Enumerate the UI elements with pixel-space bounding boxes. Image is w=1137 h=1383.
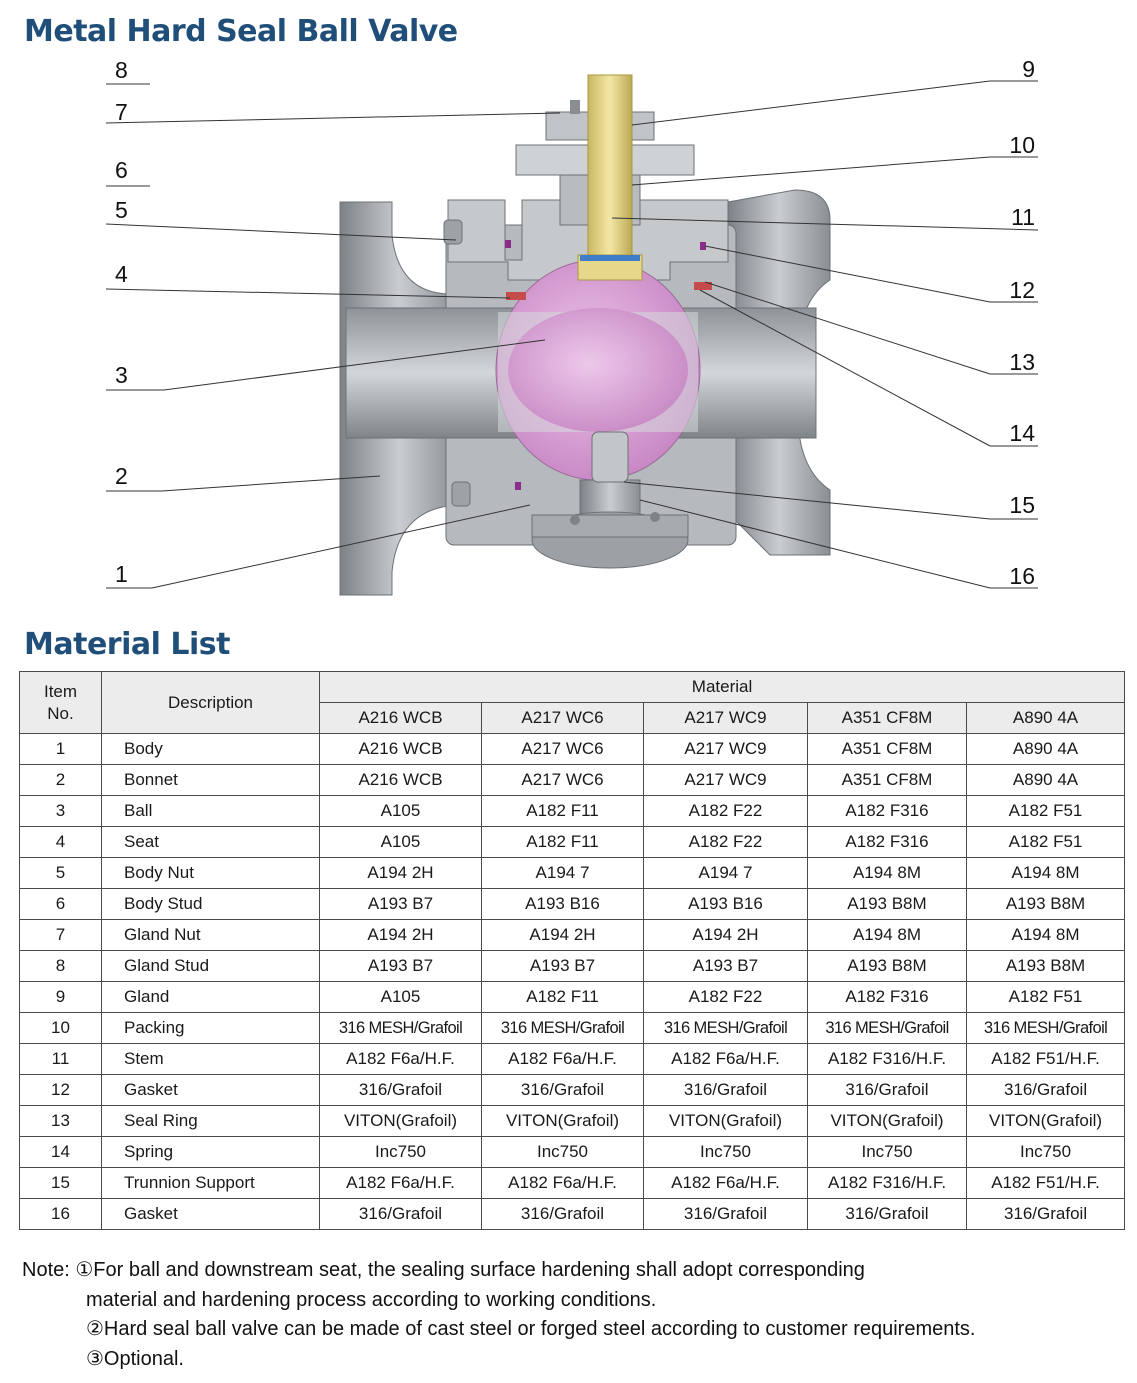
cell-material: A194 7 — [644, 858, 808, 889]
cell-material: 316 MESH/Grafoil — [482, 1013, 644, 1044]
material-table — [19, 671, 1125, 1230]
cell-description: Bonnet — [102, 765, 320, 796]
cell-description: Ball — [102, 796, 320, 827]
table-row — [20, 1199, 1125, 1230]
callout-8: 8 — [115, 57, 128, 83]
callout-3: 3 — [115, 362, 128, 388]
cell-material: A182 F51/H.F. — [967, 1168, 1125, 1199]
table-row — [20, 1168, 1125, 1199]
header-grade: A217 WC9 — [644, 703, 808, 734]
cell-material: A182 F316 — [808, 796, 967, 827]
cell-material: Inc750 — [482, 1137, 644, 1168]
cell-material: VITON(Grafoil) — [482, 1106, 644, 1137]
callout-14: 14 — [1009, 420, 1035, 446]
callout-9: 9 — [1022, 56, 1035, 82]
cell-material: A194 2H — [320, 858, 482, 889]
cell-description: Gland Nut — [102, 920, 320, 951]
table-row — [20, 951, 1125, 982]
cell-material: A890 4A — [967, 765, 1125, 796]
cell-material: VITON(Grafoil) — [808, 1106, 967, 1137]
cell-material: A105 — [320, 796, 482, 827]
cell-material: Inc750 — [808, 1137, 967, 1168]
cell-material: A182 F22 — [644, 827, 808, 858]
table-row — [20, 858, 1125, 889]
table-row — [20, 889, 1125, 920]
cell-item-no: 7 — [20, 920, 102, 951]
table-row — [20, 765, 1125, 796]
cell-material: A217 WC9 — [644, 765, 808, 796]
cell-material: A193 B8M — [967, 889, 1125, 920]
cell-material: A182 F316 — [808, 982, 967, 1013]
stem — [588, 75, 632, 280]
cell-material: Inc750 — [967, 1137, 1125, 1168]
cell-item-no: 12 — [20, 1075, 102, 1106]
cell-material: 316 MESH/Grafoil — [320, 1013, 482, 1044]
cell-material: A193 B7 — [320, 889, 482, 920]
cell-material: A182 F11 — [482, 796, 644, 827]
cell-description: Body Nut — [102, 858, 320, 889]
cell-material: 316/Grafoil — [644, 1075, 808, 1106]
cell-description: Body — [102, 734, 320, 765]
cell-material: 316/Grafoil — [320, 1075, 482, 1106]
cell-material: A105 — [320, 827, 482, 858]
cell-material: 316 MESH/Grafoil — [644, 1013, 808, 1044]
table-row — [20, 1137, 1125, 1168]
cell-material: A194 7 — [482, 858, 644, 889]
cell-description: Gasket — [102, 1199, 320, 1230]
cell-material: A182 F6a/H.F. — [482, 1168, 644, 1199]
cell-description: Gasket — [102, 1075, 320, 1106]
callout-2: 2 — [115, 463, 128, 489]
cell-material: A194 8M — [967, 858, 1125, 889]
cell-material: A182 F6a/H.F. — [644, 1044, 808, 1075]
cell-material: A193 B16 — [482, 889, 644, 920]
cell-description: Body Stud — [102, 889, 320, 920]
cell-item-no: 3 — [20, 796, 102, 827]
cell-material: A193 B7 — [320, 951, 482, 982]
callout-6: 6 — [115, 157, 128, 183]
cell-material: A182 F22 — [644, 982, 808, 1013]
cell-material: 316/Grafoil — [644, 1199, 808, 1230]
cell-material: 316/Grafoil — [967, 1075, 1125, 1106]
callout-13: 13 — [1009, 349, 1035, 375]
cell-description: Trunnion Support — [102, 1168, 320, 1199]
cell-material: A182 F51 — [967, 982, 1125, 1013]
notes — [22, 1256, 975, 1374]
cell-item-no: 16 — [20, 1199, 102, 1230]
note-line-3: ②Hard seal ball valve can be made of cast steel or forged steel according to customer requirements. — [86, 1318, 976, 1340]
cell-material: 316/Grafoil — [967, 1199, 1125, 1230]
header-grade: A217 WC6 — [482, 703, 644, 734]
callout-15: 15 — [1009, 492, 1035, 518]
cell-material: A890 4A — [967, 734, 1125, 765]
cell-material: A182 F316/H.F. — [808, 1168, 967, 1199]
cell-description: Seal Ring — [102, 1106, 320, 1137]
cell-item-no: 6 — [20, 889, 102, 920]
cell-material: A193 B8M — [808, 951, 967, 982]
cell-material: A182 F316 — [808, 827, 967, 858]
cell-material: A193 B7 — [482, 951, 644, 982]
cell-material: Inc750 — [320, 1137, 482, 1168]
cell-material: A182 F51 — [967, 796, 1125, 827]
cell-material: A217 WC6 — [482, 765, 644, 796]
note-line-2: material and hardening process according to working conditions. — [86, 1288, 657, 1311]
cell-description: Gland — [102, 982, 320, 1013]
cell-material: A182 F22 — [644, 796, 808, 827]
callout-5: 5 — [115, 197, 128, 223]
cell-material: 316 MESH/Grafoil — [967, 1013, 1125, 1044]
table-row — [20, 1013, 1125, 1044]
cell-material: A216 WCB — [320, 765, 482, 796]
cell-description: Gland Stud — [102, 951, 320, 982]
cell-item-no: 2 — [20, 765, 102, 796]
callout-4: 4 — [115, 261, 128, 287]
cell-material: 316/Grafoil — [482, 1075, 644, 1106]
cell-material: 316/Grafoil — [320, 1199, 482, 1230]
cell-material: A216 WCB — [320, 734, 482, 765]
callout-1: 1 — [115, 561, 128, 587]
cell-material: 316/Grafoil — [808, 1199, 967, 1230]
callout-12: 12 — [1009, 277, 1035, 303]
callout-10: 10 — [1009, 132, 1035, 158]
cell-material: 316 MESH/Grafoil — [808, 1013, 967, 1044]
cell-material: A105 — [320, 982, 482, 1013]
cell-description: Packing — [102, 1013, 320, 1044]
cell-material: A194 8M — [967, 920, 1125, 951]
cell-material: 316/Grafoil — [482, 1199, 644, 1230]
cell-item-no: 14 — [20, 1137, 102, 1168]
cell-material: A193 B8M — [808, 889, 967, 920]
header-description: Description — [102, 672, 320, 734]
cell-material: VITON(Grafoil) — [644, 1106, 808, 1137]
callout-11: 11 — [1011, 204, 1035, 230]
header-grade: A351 CF8M — [808, 703, 967, 734]
cell-description: Seat — [102, 827, 320, 858]
cell-description: Stem — [102, 1044, 320, 1075]
cell-material: A182 F11 — [482, 827, 644, 858]
table-row — [20, 1106, 1125, 1137]
cell-material: A182 F51 — [967, 827, 1125, 858]
cell-material: A217 WC6 — [482, 734, 644, 765]
cell-item-no: 1 — [20, 734, 102, 765]
cell-item-no: 8 — [20, 951, 102, 982]
table-row — [20, 920, 1125, 951]
cell-material: A351 CF8M — [808, 765, 967, 796]
cell-material: A194 2H — [644, 920, 808, 951]
cell-material: A194 2H — [482, 920, 644, 951]
cell-material: A182 F51/H.F. — [967, 1044, 1125, 1075]
header-item-no: Item No. — [20, 672, 102, 734]
cell-material: A182 F6a/H.F. — [482, 1044, 644, 1075]
cell-material: 316/Grafoil — [808, 1075, 967, 1106]
cell-item-no: 15 — [20, 1168, 102, 1199]
note-line-4: ③Optional. — [86, 1347, 184, 1370]
cell-material: A194 8M — [808, 858, 967, 889]
table-row — [20, 734, 1125, 765]
cell-material: A194 2H — [320, 920, 482, 951]
cell-item-no: 9 — [20, 982, 102, 1013]
table-row — [20, 982, 1125, 1013]
callout-7: 7 — [115, 99, 128, 125]
cell-material: VITON(Grafoil) — [967, 1106, 1125, 1137]
page-title: Metal Hard Seal Ball Valve — [24, 14, 458, 49]
cell-item-no: 10 — [20, 1013, 102, 1044]
cell-description: Spring — [102, 1137, 320, 1168]
cell-material: A182 F316/H.F. — [808, 1044, 967, 1075]
cell-material: A217 WC9 — [644, 734, 808, 765]
cell-material: VITON(Grafoil) — [320, 1106, 482, 1137]
cell-item-no: 4 — [20, 827, 102, 858]
cell-item-no: 11 — [20, 1044, 102, 1075]
table-row — [20, 827, 1125, 858]
cell-material: Inc750 — [644, 1137, 808, 1168]
cell-material: A351 CF8M — [808, 734, 967, 765]
cell-material: A193 B16 — [644, 889, 808, 920]
callout-16: 16 — [1009, 563, 1035, 589]
cell-item-no: 5 — [20, 858, 102, 889]
table-row — [20, 1075, 1125, 1106]
table-row — [20, 1044, 1125, 1075]
cell-material: A193 B7 — [644, 951, 808, 982]
header-material: Material — [320, 672, 1125, 703]
cell-material: A193 B8M — [967, 951, 1125, 982]
cell-item-no: 13 — [20, 1106, 102, 1137]
table-row — [20, 796, 1125, 827]
cell-material: A182 F11 — [482, 982, 644, 1013]
cell-material: A182 F6a/H.F. — [644, 1168, 808, 1199]
note-label: Note: — [22, 1259, 70, 1281]
header-grade: A216 WCB — [320, 703, 482, 734]
cell-material: A194 8M — [808, 920, 967, 951]
material-list-title: Material List — [24, 627, 230, 662]
cell-material: A182 F6a/H.F. — [320, 1044, 482, 1075]
header-grade: A890 4A — [967, 703, 1125, 734]
valve-cutaway-diagram — [0, 50, 1137, 600]
cell-material: A182 F6a/H.F. — [320, 1168, 482, 1199]
note-line-1: Note: ①For ball and downstream seat, the sealing surface hardening shall adopt corresponding — [22, 1259, 865, 1281]
